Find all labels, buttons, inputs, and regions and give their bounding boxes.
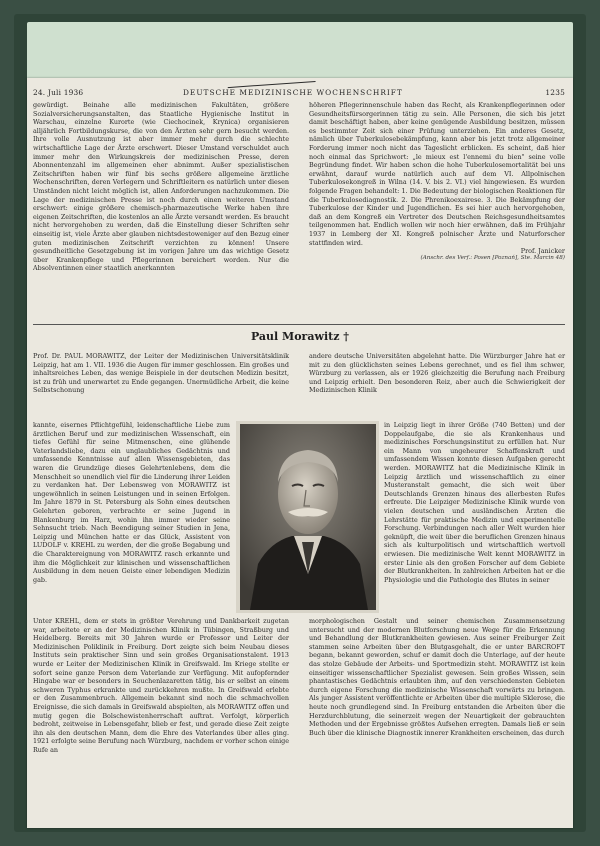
bottom-right-text: morphologischen Gestalt und seiner chemischen Zusammensetzung untersucht und der modernen Blutforschung neue Wege für die Erkennung und Behandlung der Blutkrankheiten gewiesen. Aus seiner Freiburger Zeit stammen seine Arbeiten über den Blutgasgehalt, die er unter BARCROFT begann, bekannt geworden, schuf er damit doch die Unterlage, auf der heute das stolze Gebäude der Arbeits- und Sportmedizin steht. MORAWITZ ist kein einseitiger wissenschaftlicher Spezialist gewesen. Sein großes Wissen, sein phantastisches Gedächtnis erlaubten ihm, auf den verschiedensten Gebieten durch eigene Forschung die medizinische Wissenschaft vorwärts zu bringen. Als junger Assistent veröffentlichte er Arbeiten über die multiple Sklerose, die heute noch grundlegend sind. In Freiburg entstanden die Arbeiten über die Herzdurchblutung, die seinerzeit wegen der Neuartigkeit der gebrauchten Methoden und der Ergebnisse größtes Aufsehen erregten. Damals ließ er sein Buch über die klinische Diagnostik innerer Krankheiten erscheinen, das durch (309, 617, 565, 737)
bottom-right-column (309, 617, 565, 737)
section-divider (33, 324, 565, 325)
wrap-left-text: kannte, eisernes Pflichtgefühl, leidenschaftliche Liebe zum ärztlichen Beruf und zur medizinischen Wissenschaft, ein tiefes Gefühl für seine Mitmenschen, eine glühende Vaterlandsliebe, dazu ein unglaubliches Gedächtnis und umfassende Kenntnisse auf allen Wissensgebieten, das waren die Grundzüge dieses Gelehrtenlebens, dem die Menschheit so unendlich viel für die Linderung ihrer Leiden zu verdanken hat. Der Lebensweg von MORAWITZ ist ungewöhnlich in seinen Leistungen und in seinen Erfolgen. Im Jahre 1879 in St. Petersburg als Sohn eines deutschen Gelehrten geboren, verbrachte er seine Jugend in Blankenburg im Harz, wohin ihn immer wieder seine Sehnsucht trieb. Nach Beendigung seiner Studien in Jena, Leipzig und München hatte er das Glück, Assistent von LUDOLF v. KREHL zu werden, der die große Begabung und die Charaktereignung von MORAWITZ rasch erkannte und ihm die Möglichkeit zur klinischen und wissenschaftlichen Ausbildung in dem neuen Geiste einer lebendigen Medizin gab. (33, 421, 230, 584)
header-journal: DEUTSCHE MEDIZINISCHE WOCHENSCHRIFT (183, 88, 403, 97)
obituary-title: Paul Morawitz † (250, 330, 350, 343)
header-date: 24. Juli 1936 (33, 88, 84, 97)
wrap-left-column (33, 421, 230, 584)
intro-left-text: Prof. Dr. PAUL MORAWITZ, der Leiter der Medizinischen Universitätsklinik Leipzig, hat am 1. VII. 1936 die Augen für immer geschlossen. Ein großes und inhaltsreiches Leben, das wenige Beispiele in der deutschen Medizin besitzt, ist zu früh und unerwartet zu Ende gegangen. Unermüdliche Arbeit, die keine Selbstschonung (33, 352, 289, 395)
top-left-text: gewürdigt. Beinahe alle medizinischen Fakultäten, größere Sozialversicherungsanstalten, das Staatliche Hygienische Institut in Warschau, einzelne Kurorte (wie Ciechocinek, Krynica) organisieren alljährlich Fortbildungskurse, die von den Ärzten sehr gern besucht werden. Ihre volle Ausnutzung ist aber immer mehr durch die schlechte wirtschaftliche Lage der Ärzte erschwert. Dieser Umstand verschuldet auch immer mehr den Wirkungskreis der medizinischen Presse, deren Abonnentenzahl im allgemeinen eher abnimmt. Außer spezialistischen Zeitschriften haben wir fünf bis sechs größere allgemeine ärztliche Wochenschriften, deren Verlegern und Schriftleitern es natürlich unter diesen Umständen nicht leicht möglich ist, allen Anforderungen nachzukommen. Die Lage der medizinischen Presse ist noch durch einen weiteren Umstand erschwert: einige größere chemisch-pharmazeutische Werke haben ihre eigenen Zeitschriften, die kostenlos an alle Ärzte versandt werden. Es braucht nicht hervorgehoben zu werden, daß die Einstellung dieser Schriften sehr einseitig ist, viele Ärzte aber glauben nichtsdestoweniger auf den Bezug einer guten medizinischen Zeitschrift verzichten zu können! Unsere gesundheitliche Gesetzgebung ist im vorigen Jahre um das wichtige Gesetz über Krankenpflege und Pflegerinnen bereichert worden. Nur die Absolventinnen einer staatlich anerkannten (33, 101, 289, 273)
header-page-number: 1235 (545, 88, 565, 97)
intro-right-text: andere deutsche Universitäten abgelehnt hatte. Die Würzburger Jahre hat er mit zu den glücklichsten seines Lebens gerechnet, und es fiel ihm schwer, Würzburg zu verlassen, als er 1926 gleichzeitig die Berufung nach Freiburg und Leipzig erhielt. Den besonderen Reiz, aber auch die Schwierigkeit der Medizinischen Klinik (309, 352, 565, 395)
wrap-right-text: in Leipzig liegt in ihrer Größe (740 Betten) und der Doppelaufgabe, die sie als Krankenhaus und medizinisches Forschungsinstitut zu erfüllen hat. Nur ein Mann von ungeheurer Schaffenskraft und umfassendem Wissen konnte diesen Aufgaben gerecht werden. MORAWITZ hat die Medizinische Klinik in Leipzig ärztlich und wissenschaftlich zu einer Musteranstalt gemacht, die sich weit über Deutschlands Grenzen hinaus des allerbesten Rufes erfreute. Die Leipziger Medizinische Klinik wurde von vielen deutschen und ausländischen Ärzten die Lehrstätte für praktische Medizin und experimentelle Forschung. Verbindungen nach aller Welt wurden hier geknüpft, die weit über die beruflichen Grenzen hinaus sich als kulturpolitisch und wirtschaftlich wertvoll erwiesen. Die medizinische Welt kennt MORAWITZ in erster Linie als den großen Forscher auf dem Gebiete der Blutkrankheiten. In zahlreichen Arbeiten hat er die Physiologie und die Pathologie des Blutes in seiner (384, 421, 565, 584)
top-right-column (309, 101, 565, 261)
bottom-left-text: Unter KREHL, dem er stets in größter Verehrung und Dankbarkeit zugetan war, arbeitete er an der Medizinischen Klinik in Tübingen, Straßburg und Heidelberg. Bereits mit 30 Jahren wurde er Professor und Leiter der Medizinischen Poliklinik in Freiburg. Dort zeigte sich beim Neubau dieses Instituts sein praktischer Sinn und sein großes Organisationstalent. 1913 wurde er Leiter der Medizinischen Klinik in Greifswald. Im Kriege stellte er sofort seine ganze Person dem Vaterlande zur Verfügung. Mit aufopfernder Hingabe war er besonders in Seuchenlazaretten tätig, bis er selbst an einem schweren Typhus erkrankte und zurückkehren mußte. In Greifswald erlebte er den Zusammenbruch. Allgemein bekannt sind noch die schmachvollen Ereignisse, die sich damals in Greifswald abspielten, als MORAWITZ offen und mutig gegen die Bolschewistenherrschaft auftrat. Verfolgt, körperlich bedroht, zeitweise in Lebensgefahr, blieb er fest, und gerade diese Zeit zeigte ihn als den deutschen Mann, dem die Ehre des Vaterlandes über alles ging. 1921 erfolgte seine Berufung nach Würzburg, nachdem er vorher schon einige Rufe an (33, 617, 289, 754)
author-signature: Prof. Janicker (520, 247, 565, 256)
portrait-illustration (240, 424, 376, 610)
intro-left-column (33, 352, 289, 395)
intro-right-column (309, 352, 565, 395)
top-right-text: höheren Pflegerinnenschule haben das Recht, als Krankenpflegerinnen oder Gesundheitsfürsorgerinnen tätig zu sein. Alle Personen, die sich bis jetzt damit beschäftigt haben, aber keine genügende Ausbildung besitzen, müssen es bestimmter Zeit sich einer Prüfung unterziehen. Ein anderes Gesetz, nämlich über Tuberkulosebekämpfung, kann aber bis jetzt trotz allgemeiner Forderung immer noch nicht das Tageslicht erblicken. Es scheint, daß hier noch einmal das Sprichwort: „le mieux est l'ennemi du bien" seine volle Begründung findet. Wir haben schon die hohe Tuberkulosemortalität bei uns erwähnt, darauf wurde natürlich auch auf dem VI. Allpolnischen Tuberkulosekongreß in Wilna (14. V. bis 2. VI.) viel hingewiesen. Es wurden folgende Fragen behandelt: 1. Die Bedeutung der biologischen Reaktionen für die Tuberkulosediagnostik. 2. Die Phrenikoexairese. 3. Die Bekämpfung der Tuberkulose der Kinder und Jugendlichen. Es sei hier auch hervorgehoben, daß an dem Kongreß ein Vertreter des Deutschen Reichsgesundheitsamtes teilgenommen hat. Endlich wollen wir noch hier erwähnen, daß im Frühjahr 1937 in Lemberg der XI. Kongreß polnischer Ärzte und Naturforscher stattfinden wird. (309, 101, 565, 247)
author-address: (Anschr. des Verf.: Posen [Poznań], Ste. Marcin 48) (420, 255, 565, 262)
bottom-left-column (33, 617, 289, 755)
portrait-photo (240, 424, 376, 610)
wrap-right-column (384, 421, 565, 584)
top-left-column (33, 101, 289, 273)
